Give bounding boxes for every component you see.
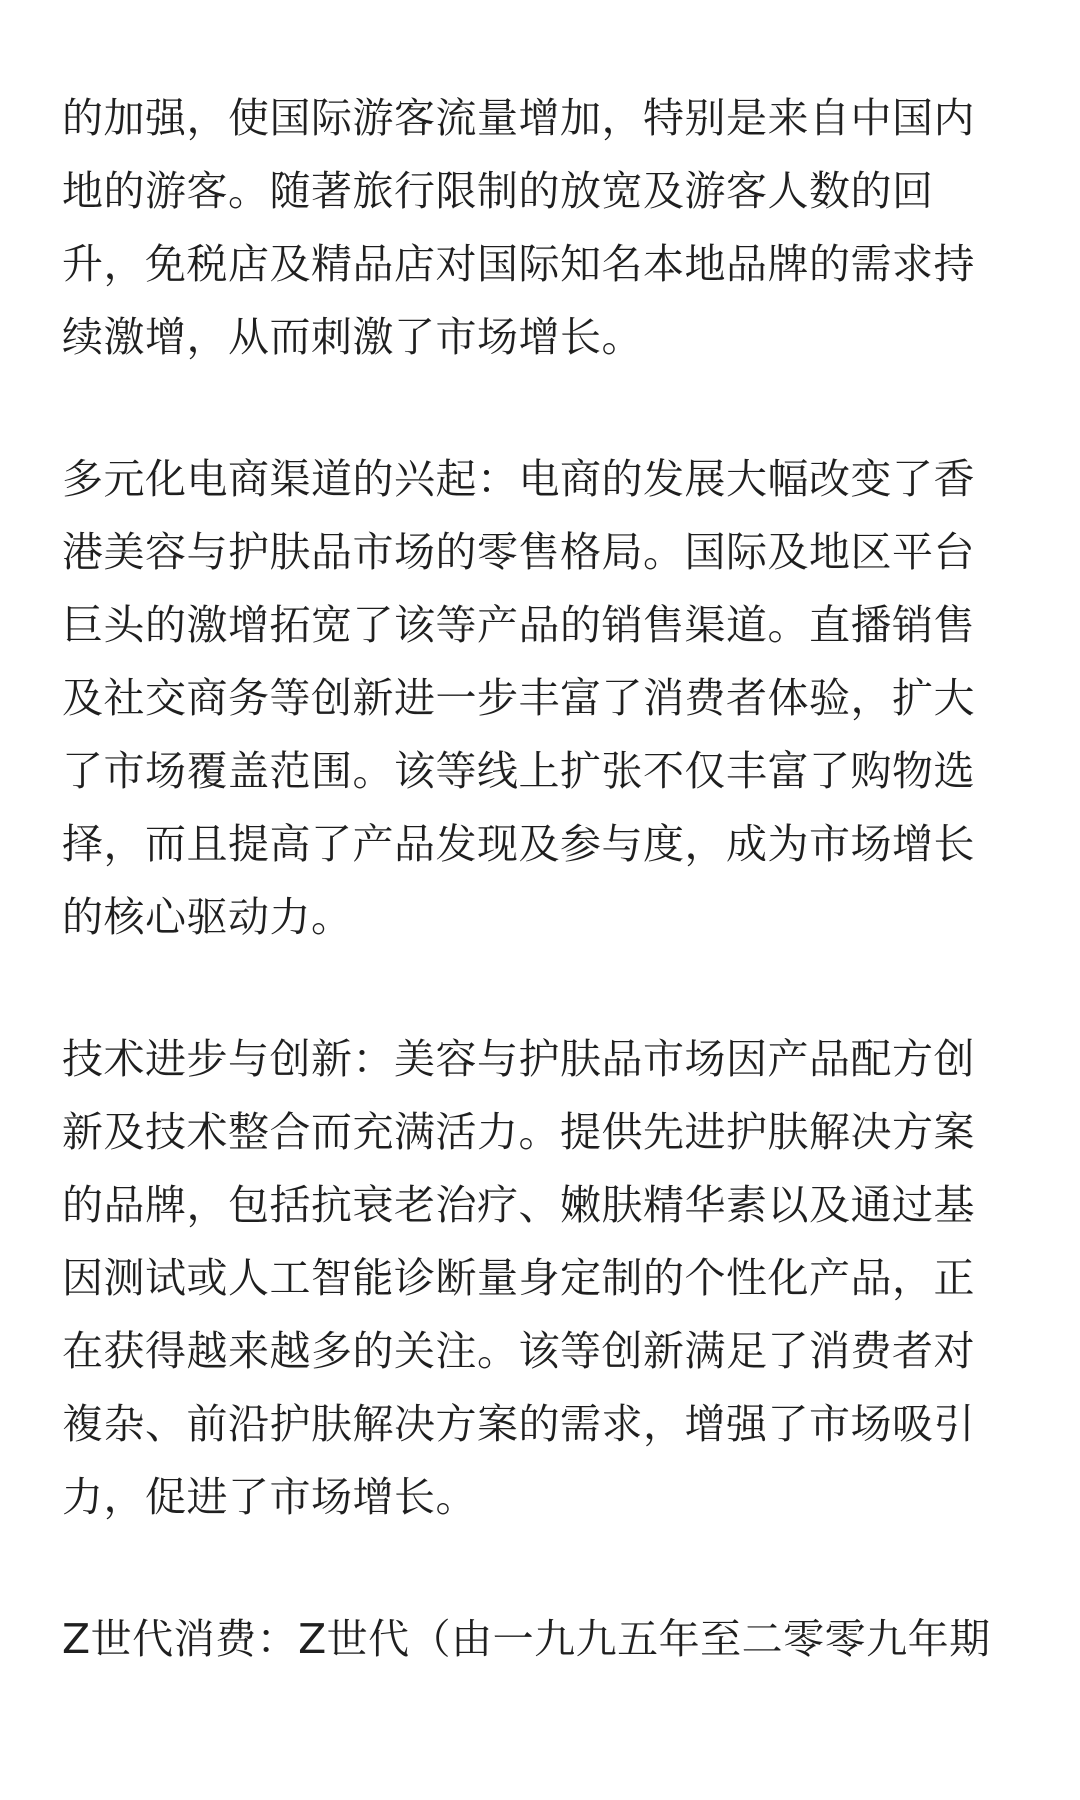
- paragraph-technology-innovation: [62, 1023, 1022, 1534]
- text-line: 的加强，使国际游客流量增加，特别是来自中国内: [62, 94, 975, 142]
- text-line: 了市场覆盖范围。该等线上扩张不仅丰富了购物选: [62, 747, 975, 795]
- text-line: 择，而且提高了产品发现及参与度，成为市场增长: [62, 820, 975, 868]
- text-line: Z世代消费：Z世代（由一九九五年至二零零九年期: [62, 1615, 991, 1663]
- text-line: 港美容与护肤品市场的零售格局。国际及地区平台: [62, 528, 975, 576]
- text-line: 在获得越来越多的关注。该等创新满足了消费者对: [62, 1327, 975, 1375]
- text-line: 地的游客。随著旅行限制的放宽及游客人数的回: [62, 167, 934, 215]
- text-line: 力，促进了市场增长。: [62, 1473, 477, 1521]
- article-body: [62, 82, 1022, 1745]
- text-line: 新及技术整合而充满活力。提供先进护肤解决方案: [62, 1108, 975, 1156]
- text-line: 因测试或人工智能诊断量身定制的个性化产品，正: [62, 1254, 975, 1302]
- text-line: 複杂、前沿护肤解决方案的需求，增强了市场吸引: [62, 1400, 975, 1448]
- text-line: 的核心驱动力。: [62, 893, 353, 941]
- text-line: 多元化电商渠道的兴起：电商的发展大幅改变了香: [62, 455, 975, 503]
- paragraph-tourism-recovery: [62, 82, 1022, 374]
- text-line: 及社交商务等创新进一步丰富了消费者体验，扩大: [62, 674, 975, 722]
- text-line: 续激增，从而刺激了市场增长。: [62, 313, 643, 361]
- text-line: 升，免税店及精品店对国际知名本地品牌的需求持: [62, 240, 975, 288]
- paragraph-gen-z: [62, 1603, 1022, 1676]
- paragraph-ecommerce-channels: [62, 443, 1022, 954]
- text-line: 的品牌，包括抗衰老治疗、嫩肤精华素以及通过基: [62, 1181, 975, 1229]
- text-line: 巨头的激增拓宽了该等产品的销售渠道。直播销售: [62, 601, 975, 649]
- text-line: 技术进步与创新：美容与护肤品市场因产品配方创: [62, 1035, 975, 1083]
